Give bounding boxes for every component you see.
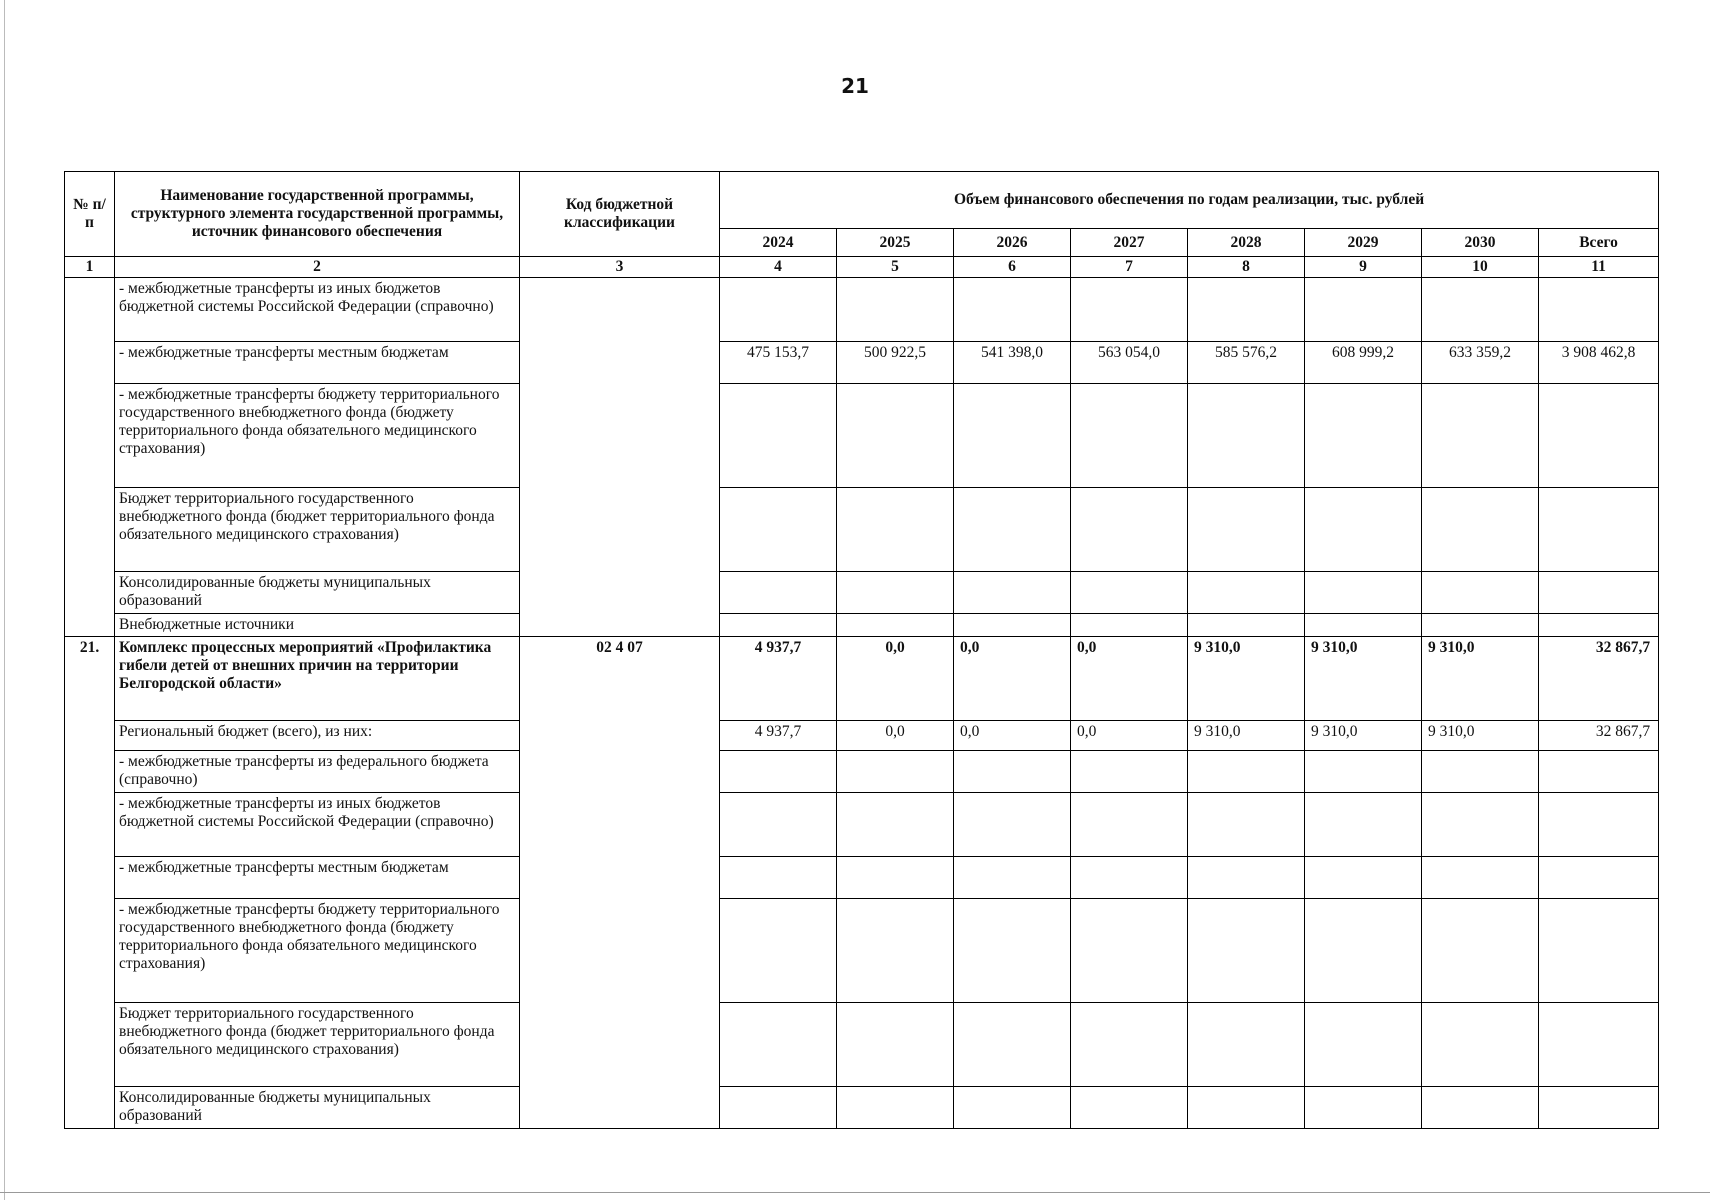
value-cell: [720, 751, 837, 793]
header-name: Наименование государственной программы, структурного элемента государственной программы, источник финансового обеспечения: [115, 172, 520, 257]
column-numbers-row: [65, 257, 1659, 278]
value-cell: [954, 614, 1071, 637]
table-row-section-title: [65, 637, 1659, 721]
value-cell: [1539, 899, 1659, 1003]
header-year: 2026: [954, 229, 1071, 257]
value-cell: [1071, 751, 1188, 793]
value-cell: [837, 384, 954, 488]
value-cell: [1071, 488, 1188, 572]
row-name: Региональный бюджет (всего), из них:: [115, 721, 520, 751]
value-cell: 541 398,0: [954, 342, 1071, 384]
table-row: [65, 384, 1659, 488]
header-volume: Объем финансового обеспечения по годам реализации, тыс. рублей: [720, 172, 1659, 229]
table-row: [65, 572, 1659, 614]
value-cell: [720, 1087, 837, 1129]
header-year: 2030: [1422, 229, 1539, 257]
value-cell: [1422, 614, 1539, 637]
value-cell: [1539, 1003, 1659, 1087]
column-number: 7: [1071, 257, 1188, 278]
value-cell: [954, 384, 1071, 488]
value-cell: [1305, 384, 1422, 488]
value-cell: [954, 1003, 1071, 1087]
page-number: 21: [841, 74, 869, 98]
value-cell: [1305, 793, 1422, 857]
value-cell: [1071, 278, 1188, 342]
value-cell: [1539, 857, 1659, 899]
value-cell: 585 576,2: [1188, 342, 1305, 384]
value-cell: [954, 278, 1071, 342]
value-cell: [954, 751, 1071, 793]
value-cell: [1539, 488, 1659, 572]
value-cell: 633 359,2: [1422, 342, 1539, 384]
value-cell: [837, 1003, 954, 1087]
value-cell: [1422, 899, 1539, 1003]
value-cell: [837, 614, 954, 637]
table-row: [65, 793, 1659, 857]
value-cell: [837, 751, 954, 793]
column-number: 6: [954, 257, 1071, 278]
value-cell: [954, 572, 1071, 614]
value-cell: 0,0: [1071, 721, 1188, 751]
value-cell: [837, 899, 954, 1003]
value-cell: 475 153,7: [720, 342, 837, 384]
value-cell: [1188, 488, 1305, 572]
value-cell: [1422, 793, 1539, 857]
value-cell: [1188, 857, 1305, 899]
budget-table: [64, 171, 1659, 1129]
value-cell: 9 310,0: [1305, 637, 1422, 721]
table-row: [65, 857, 1659, 899]
row-name: Консолидированные бюджеты муниципальных образований: [115, 1087, 520, 1129]
value-cell: [1305, 857, 1422, 899]
header-year: 2024: [720, 229, 837, 257]
value-cell: 0,0: [954, 637, 1071, 721]
value-cell: [1305, 614, 1422, 637]
header-num: № п/п: [65, 172, 115, 257]
value-cell: [1188, 1087, 1305, 1129]
value-cell: [1071, 899, 1188, 1003]
header-row: [65, 172, 1659, 229]
value-cell: [1071, 384, 1188, 488]
value-cell: [1305, 1087, 1422, 1129]
value-cell: [837, 793, 954, 857]
value-cell: [1188, 899, 1305, 1003]
value-cell: [1539, 614, 1659, 637]
row-name: - межбюджетные трансферты бюджету территориального государственного внебюджетного фонда (бюджету территориального фонда обязательного медицинского страхования): [115, 899, 520, 1003]
value-cell: [1188, 793, 1305, 857]
value-cell: [1422, 857, 1539, 899]
table-row: [65, 1087, 1659, 1129]
value-cell: [1422, 278, 1539, 342]
column-number: 5: [837, 257, 954, 278]
column-number: 9: [1305, 257, 1422, 278]
value-cell: [837, 572, 954, 614]
value-cell: [1071, 1003, 1188, 1087]
value-cell: [1422, 488, 1539, 572]
value-cell: [837, 278, 954, 342]
value-cell: [720, 572, 837, 614]
value-cell: 3 908 462,8: [1539, 342, 1659, 384]
row-name: - межбюджетные трансферты бюджету территориального государственного внебюджетного фонда (бюджету территориального фонда обязательного медицинского страхования): [115, 384, 520, 488]
value-cell: 9 310,0: [1188, 637, 1305, 721]
value-cell: 0,0: [954, 721, 1071, 751]
scan-bottom-edge: [0, 1192, 1710, 1193]
code-cell: [520, 278, 720, 637]
value-cell: [720, 857, 837, 899]
value-cell: [1539, 1087, 1659, 1129]
row-number: 21.: [65, 637, 115, 1129]
scan-left-edge: [4, 0, 5, 1200]
value-cell: 4 937,7: [720, 637, 837, 721]
header-year: 2029: [1305, 229, 1422, 257]
value-cell: [954, 899, 1071, 1003]
table-row: [65, 721, 1659, 751]
value-cell: [954, 488, 1071, 572]
value-cell: 563 054,0: [1071, 342, 1188, 384]
value-cell: 9 310,0: [1422, 637, 1539, 721]
value-cell: [1539, 793, 1659, 857]
value-cell: 500 922,5: [837, 342, 954, 384]
row-number-cell: [65, 278, 115, 637]
row-name: - межбюджетные трансферты из федерального бюджета (справочно): [115, 751, 520, 793]
value-cell: [1539, 384, 1659, 488]
header-total: Всего: [1539, 229, 1659, 257]
value-cell: [1422, 572, 1539, 614]
table-row: [65, 342, 1659, 384]
value-cell: [1422, 1003, 1539, 1087]
column-number: 11: [1539, 257, 1659, 278]
value-cell: [720, 278, 837, 342]
value-cell: [1305, 572, 1422, 614]
value-cell: [1422, 384, 1539, 488]
value-cell: [837, 857, 954, 899]
table-row: [65, 614, 1659, 637]
budget-code: 02 4 07: [520, 637, 720, 1129]
value-cell: [1305, 1003, 1422, 1087]
row-name: Бюджет территориального государственного внебюджетного фонда (бюджет территориального фонда обязательного медицинского страхования): [115, 1003, 520, 1087]
value-cell: [1305, 488, 1422, 572]
column-number: 2: [115, 257, 520, 278]
row-name: - межбюджетные трансферты местным бюджетам: [115, 857, 520, 899]
value-cell: [1305, 278, 1422, 342]
header-year: 2025: [837, 229, 954, 257]
value-cell: [720, 793, 837, 857]
value-cell: 9 310,0: [1188, 721, 1305, 751]
value-cell: 9 310,0: [1305, 721, 1422, 751]
value-cell: [1188, 751, 1305, 793]
row-name: Консолидированные бюджеты муниципальных образований: [115, 572, 520, 614]
table-row: [65, 751, 1659, 793]
value-cell: 0,0: [837, 721, 954, 751]
column-number: 1: [65, 257, 115, 278]
column-number: 3: [520, 257, 720, 278]
value-cell: [837, 488, 954, 572]
value-cell: [720, 899, 837, 1003]
table-row: [65, 488, 1659, 572]
value-cell: [720, 384, 837, 488]
column-number: 4: [720, 257, 837, 278]
value-cell: [1071, 857, 1188, 899]
row-name: - межбюджетные трансферты из иных бюджетов бюджетной системы Российской Федерации (справочно): [115, 793, 520, 857]
value-cell: 4 937,7: [720, 721, 837, 751]
row-name: Внебюджетные источники: [115, 614, 520, 637]
value-cell: [1422, 751, 1539, 793]
value-cell: [1305, 899, 1422, 1003]
value-cell: [1071, 614, 1188, 637]
value-cell: 0,0: [837, 637, 954, 721]
header-year: 2028: [1188, 229, 1305, 257]
value-cell: [1539, 572, 1659, 614]
value-cell: [1422, 1087, 1539, 1129]
value-cell: [720, 1003, 837, 1087]
value-cell: 32 867,7: [1539, 721, 1659, 751]
row-name: Комплекс процессных мероприятий «Профилактика гибели детей от внешних причин на территории Белгородской области»: [115, 637, 520, 721]
column-number: 8: [1188, 257, 1305, 278]
value-cell: 32 867,7: [1539, 637, 1659, 721]
value-cell: [1071, 1087, 1188, 1129]
table-row: [65, 278, 1659, 342]
header-code: Код бюджетной классификации: [520, 172, 720, 257]
row-name: Бюджет территориального государственного внебюджетного фонда (бюджет территориального фонда обязательного медицинского страхования): [115, 488, 520, 572]
value-cell: [1188, 614, 1305, 637]
value-cell: [1188, 572, 1305, 614]
header-year: 2027: [1071, 229, 1188, 257]
value-cell: 0,0: [1071, 637, 1188, 721]
value-cell: 608 999,2: [1305, 342, 1422, 384]
value-cell: [1071, 572, 1188, 614]
table-row: [65, 1003, 1659, 1087]
value-cell: [1071, 793, 1188, 857]
row-name: - межбюджетные трансферты из иных бюджетов бюджетной системы Российской Федерации (справочно): [115, 278, 520, 342]
value-cell: [1305, 751, 1422, 793]
value-cell: [1188, 384, 1305, 488]
value-cell: [954, 793, 1071, 857]
table-row: [65, 899, 1659, 1003]
column-number: 10: [1422, 257, 1539, 278]
value-cell: [720, 488, 837, 572]
row-name: - межбюджетные трансферты местным бюджетам: [115, 342, 520, 384]
value-cell: [720, 614, 837, 637]
value-cell: [1539, 278, 1659, 342]
value-cell: [1188, 278, 1305, 342]
value-cell: [1539, 751, 1659, 793]
value-cell: [837, 1087, 954, 1129]
value-cell: [1188, 1003, 1305, 1087]
value-cell: 9 310,0: [1422, 721, 1539, 751]
value-cell: [954, 857, 1071, 899]
value-cell: [954, 1087, 1071, 1129]
